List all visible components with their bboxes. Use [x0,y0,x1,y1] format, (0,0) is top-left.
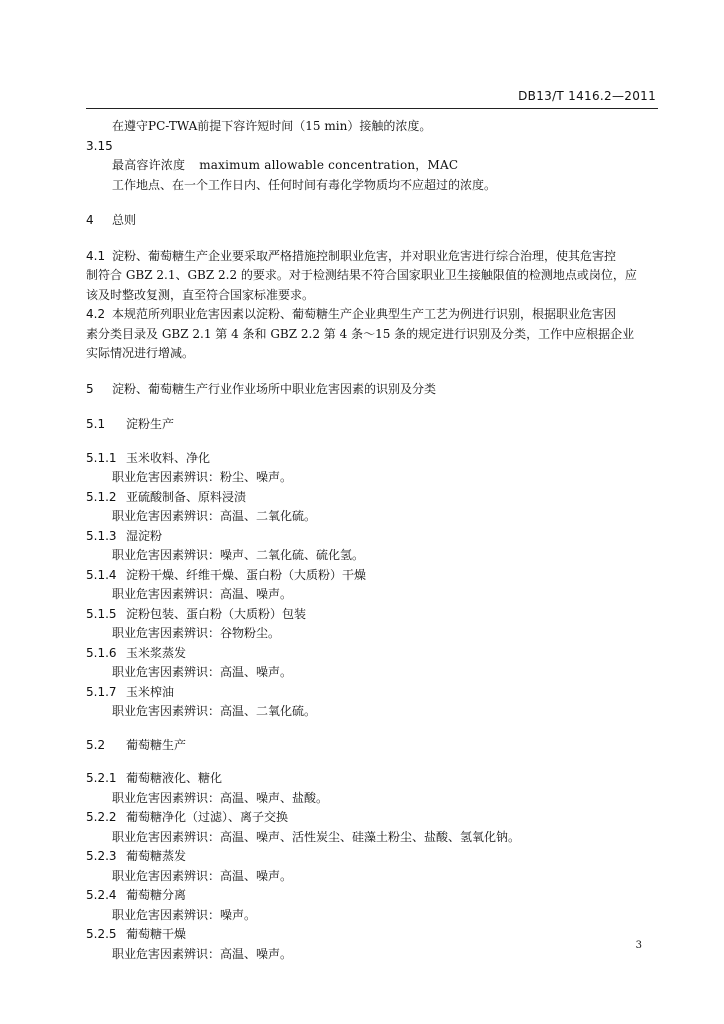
term-zh: 最高容许浓度 [112,158,186,172]
clause-number: 4.2 [86,307,106,321]
clause-title: 葡萄糖净化（过滤）、离子交换 [126,810,289,824]
hazard-identification: 职业危害因素辨识：高温、噪声。 [112,868,293,883]
spacer [86,755,658,769]
list-5-2 [86,769,658,964]
hazard-identification: 职业危害因素辨识：噪声、二氧化硫、硫化氢。 [112,548,365,562]
clause-number: 5.1.4 [86,567,117,582]
subsection-title: 葡萄糖生产 [126,737,187,752]
hazard-identification: 职业危害因素辨识：粉尘、噪声。 [112,470,293,484]
hazard-identification: 职业危害因素辨识：噪声。 [112,907,257,922]
hazard-identification: 职业危害因素辨识：谷物粉尘。 [112,626,281,640]
clause-heading [86,925,658,945]
clause-title: 玉米收料、净化 [126,450,211,465]
section-title: 总则 [112,213,137,227]
hazard-identification: 职业危害因素辨识：高温、噪声。 [112,946,293,961]
hazard-identification: 职业危害因素辨识：高温、噪声。 [112,665,293,679]
clause-4-1 [86,247,658,267]
clause-title: 葡萄糖分离 [126,888,187,902]
clause-title: 淀粉包装、蛋白粉（大质粉）包装 [126,606,307,621]
clause-line: 制符合 GBZ 2.1、GBZ 2.2 的要求。对于检测结果不符合国家职业卫生接触限值的检测地点或岗位，应 [86,268,637,282]
subsection-number: 5.2 [86,737,106,752]
clause-title: 葡萄糖蒸发 [126,849,187,863]
hazard-identification: 职业危害因素辨识：高温、噪声、活性炭尘、硅藻土粉尘、盐酸、氢氧化钠。 [112,829,521,844]
hazard-identification: 职业危害因素辨识：高温、二氧化硫。 [112,704,317,718]
spacer [86,364,658,380]
clause-heading [86,449,658,469]
hazard-identification: 职业危害因素辨识：高温、噪声、盐酸。 [112,790,329,805]
list-5-1 [86,449,658,722]
clause-line: 实际情况进行增减。 [86,346,195,360]
clause-title: 葡萄糖液化、糖化 [126,771,223,785]
section-4-heading [86,211,658,231]
spacer [86,399,658,415]
clause-line: 该及时整改复测，直至符合国家标准要求。 [86,287,315,302]
clause-heading [86,769,658,789]
page-number: 3 [635,940,642,951]
clause-4-2 [86,305,658,325]
spacer [86,231,658,247]
clause-number: 5.1.3 [86,528,117,543]
section-number: 4 [86,213,94,227]
document-body [86,117,658,964]
term-number: 3.15 [86,138,113,153]
subsection-number: 5.1 [86,417,106,431]
clause-heading [86,527,658,547]
header-rule [86,108,658,109]
spacer [86,195,658,211]
term-en: maximum allowable concentration，MAC [199,158,459,172]
clause-title: 亚硫酸制备、原料浸渍 [126,489,247,504]
hazard-identification: 职业危害因素辨识：高温、二氧化硫。 [112,509,317,523]
section-title: 淀粉、葡萄糖生产行业作业场所中职业危害因素的识别及分类 [112,381,437,396]
clause-heading [86,847,658,867]
clause-title: 淀粉干燥、纤维干燥、蛋白粉（大质粉）干燥 [126,567,367,582]
clause-number: 5.1.1 [86,450,117,465]
clause-number: 5.2.3 [86,849,117,863]
clause-title: 玉米榨油 [126,684,175,699]
clause-number: 5.1.7 [86,684,117,699]
subsection-5-2-heading [86,736,658,756]
clause-number: 4.1 [86,248,106,263]
section-number: 5 [86,381,94,396]
clause-heading [86,488,658,508]
clause-number: 5.1.2 [86,489,117,504]
clause-line: 淀粉、葡萄糖生产企业要采取严格措施控制职业危害，并对职业危害进行综合治理，使其危害控 [112,248,617,263]
clause-number: 5.1.6 [86,645,117,660]
clause-heading [86,566,658,586]
clause-heading [86,605,658,625]
clause-line: 本规范所列职业危害因素以淀粉、葡萄糖生产企业典型生产工艺为例进行识别，根据职业危害因 [112,307,617,321]
clause-number: 5.2.1 [86,771,117,785]
clause-heading [86,808,658,828]
spacer [86,722,658,736]
clause-heading [86,886,658,906]
subsection-5-1-heading [86,415,658,435]
clause-number: 5.2.5 [86,927,117,941]
definition-tail: 在遵守PC-TWA前提下容许短时间（15 min）接触的浓度。 [112,119,432,133]
document-code: DB13/T 1416.2—2011 [518,89,656,103]
clause-number: 5.2.4 [86,888,117,902]
clause-heading [86,644,658,664]
clause-title: 葡萄糖干燥 [126,927,187,941]
clause-title: 湿淀粉 [126,528,163,543]
clause-title: 玉米浆蒸发 [126,645,187,660]
clause-number: 5.1.5 [86,606,117,621]
clause-number: 5.2.2 [86,810,117,824]
term-definition: 工作地点、在一个工作日内、任何时间有毒化学物质均不应超过的浓度。 [112,177,497,192]
section-5-heading [86,380,658,400]
clause-line: 素分类目录及 GBZ 2.1 第 4 条和 GBZ 2.2 第 4 条～15 条的规定进行识别及分类，工作中应根据企业 [86,326,635,341]
clause-heading [86,683,658,703]
hazard-identification: 职业危害因素辨识：高温、噪声。 [112,587,293,601]
subsection-title: 淀粉生产 [126,417,175,431]
spacer [86,435,658,449]
term-heading [86,156,658,176]
